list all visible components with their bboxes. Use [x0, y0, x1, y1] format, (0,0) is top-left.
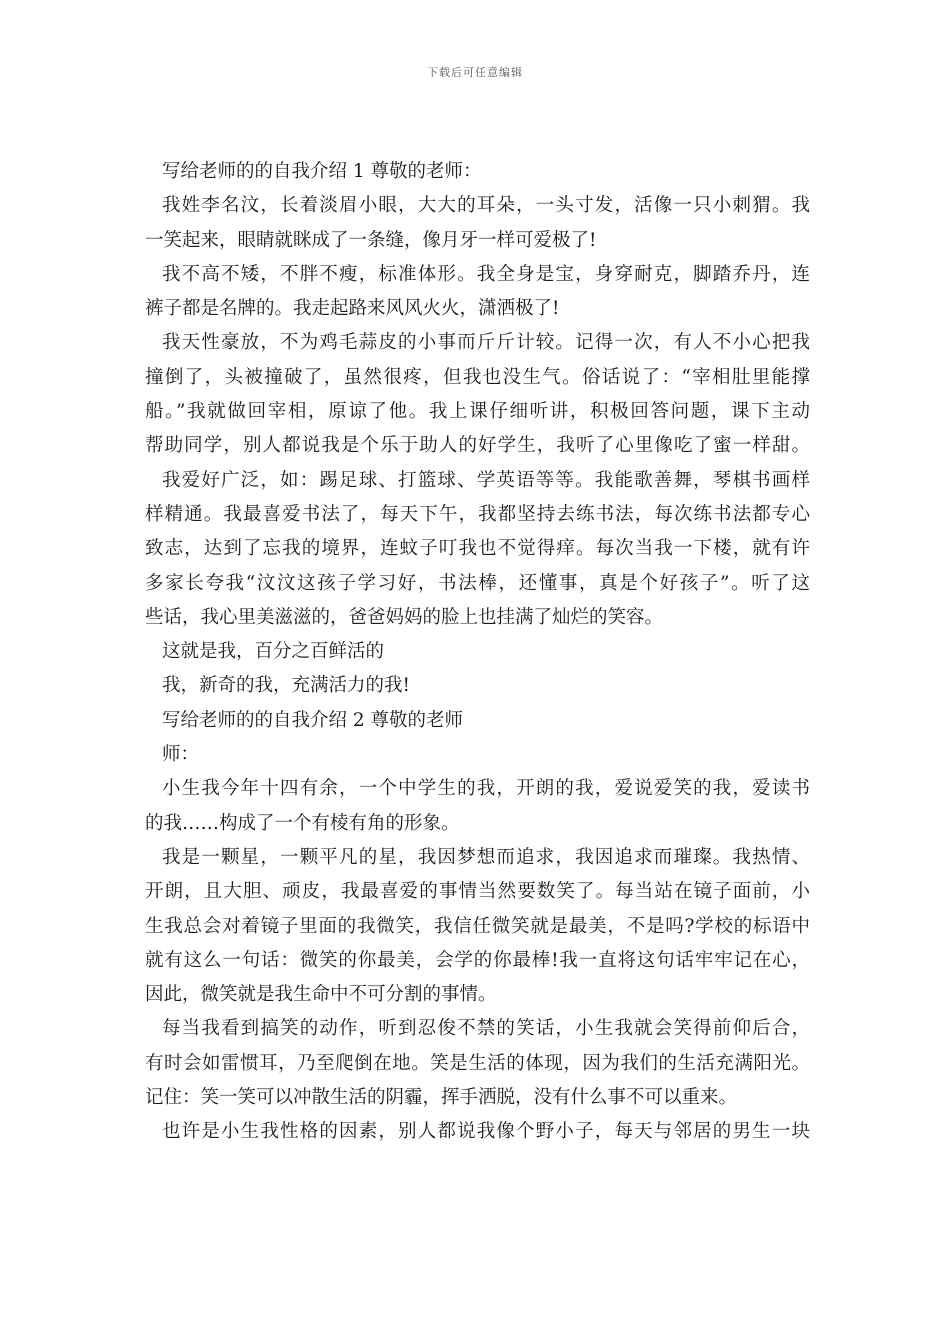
- text-line: 我姓李名汶，长着淡眉小眼，大大的耳朵，一头寸发，活像一只小刺猬。我: [162, 195, 810, 217]
- text-line: 因此，微笑就是我生命中不可分割的事情。: [145, 984, 497, 1006]
- text-line: 每当我看到搞笑的动作，听到忍俊不禁的笑话，小生我就会笑得前仰后合，: [162, 1018, 810, 1040]
- text-line: 我爱好广泛，如：踢足球、打篮球、学英语等等。我能歌善舞，琴棋书画样: [162, 469, 810, 491]
- text-line: 致志，达到了忘我的境界，连蚊子叮我也不觉得痒。每次当我一下楼，就有许: [145, 538, 810, 560]
- text-line: 我不高不矮，不胖不瘦，标准体形。我全身是宝，身穿耐克，脚踏乔丹，连: [162, 263, 810, 285]
- document-body: [145, 155, 810, 1150]
- text-line: 有时会如雷惯耳，乃至爬倒在地。笑是生活的体现，因为我们的生活充满阳光。: [145, 1052, 810, 1074]
- text-line: 生我总会对着镜子里面的我微笑，我信任微笑就是最美，不是吗?学校的标语中: [145, 915, 810, 937]
- text-line: 的我……构成了一个有棱有角的形象。: [145, 812, 460, 834]
- text-line: 船。”我就做回宰相，原谅了他。我上课仔细听讲，积极回答问题，课下主动: [145, 401, 810, 423]
- text-line: 开朗，且大胆、顽皮，我最喜爱的事情当然要数笑了。每当站在镜子面前，小: [145, 881, 810, 903]
- text-line: 这就是我，百分之百鲜活的: [162, 641, 385, 663]
- text-line: 也许是小生我性格的因素，别人都说我像个野小子，每天与邻居的男生一块: [162, 1121, 810, 1143]
- text-line: 我，新奇的我，充满活力的我!: [162, 675, 410, 697]
- text-line: 写给老师的的自我介绍 1 尊敬的老师：: [162, 161, 482, 182]
- text-line: 写给老师的的自我介绍 2 尊敬的老师: [162, 709, 464, 731]
- text-line: 就有这么一句话：微笑的你最美，会学的你最棒!我一直将这句话牢牢记在心，: [145, 949, 810, 971]
- text-line: 一笑起来，眼睛就眯成了一条缝，像月牙一样可爱极了!: [145, 229, 597, 251]
- text-line: 我天性豪放，不为鸡毛蒜皮的小事而斤斤计较。记得一次，有人不小心把我: [162, 332, 810, 354]
- text-line: 些话，我心里美滋滋的，爸爸妈妈的脸上也挂满了灿烂的笑容。: [145, 606, 664, 628]
- text-line: 我是一颗星，一颗平凡的星，我因梦想而追求，我因追求而璀璨。我热情、: [162, 846, 810, 868]
- text-line: 记住：笑一笑可以冲散生活的阴霾，挥手洒脱，没有什么事不可以重来。: [145, 1087, 738, 1109]
- text-line: 帮助同学，别人都说我是个乐于助人的好学生，我听了心里像吃了蜜一样甜。: [145, 435, 810, 457]
- text-line: 多家长夸我“汶汶这孩子学习好，书法棒，还懂事，真是个好孩子”。听了这: [145, 572, 810, 594]
- text-line: 撞倒了，头被撞破了，虽然很疼，但我也没生气。俗话说了：“宰相肚里能撑: [145, 366, 810, 388]
- text-line: 小生我今年十四有余，一个中学生的我，开朗的我，爱说爱笑的我，爱读书: [162, 778, 810, 800]
- text-line: 师：: [162, 744, 200, 766]
- text-line: 裤子都是名牌的。我走起路来风风火火，潇洒极了!: [145, 298, 560, 320]
- header-note: 下载后可任意编辑: [427, 66, 523, 79]
- text-line: 样精通。我最喜爱书法了，每天下午，我都坚持去练书法，每次练书法都专心: [145, 503, 810, 525]
